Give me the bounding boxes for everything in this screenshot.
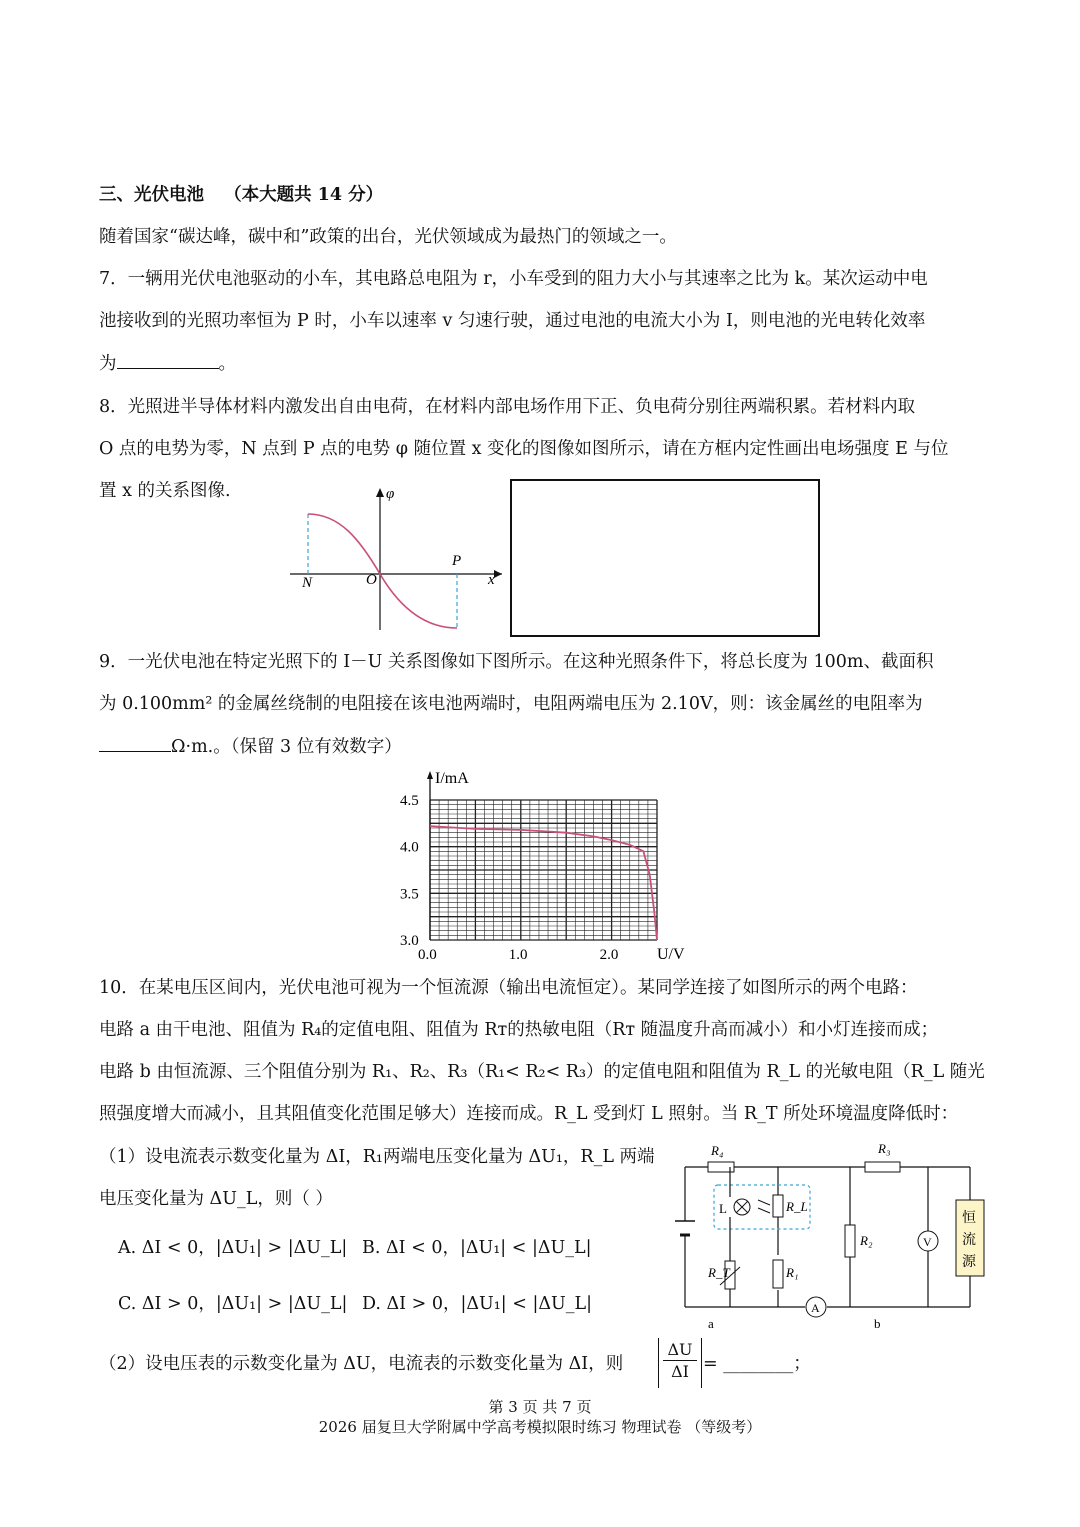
q7-line1: 7．一辆用光伏电池驱动的小车，其电路总电阻为 r，小车受到的阻力大小与其速率之比为 k。某次运动中电 bbox=[99, 269, 928, 289]
x-axis-label: x bbox=[488, 572, 495, 588]
phi-x-graph bbox=[280, 480, 510, 640]
q10-sub2-tail[interactable]: = ________； bbox=[703, 1354, 811, 1374]
fraction-denominator: ΔI bbox=[671, 1362, 689, 1381]
q10-line3: 电路 b 由恒流源、三个阻值分别为 R₁、R₂、R₃（R₁< R₂< R₃）的定值电阻和阻值为 R_L 的光敏电阻（R_L 随光 bbox=[99, 1062, 985, 1082]
option-d[interactable]: D. ΔI > 0，|ΔU₁| < |ΔU_L| bbox=[362, 1294, 593, 1314]
circuit-b-label: b bbox=[874, 1316, 881, 1331]
ammeter-label: A bbox=[811, 1301, 820, 1315]
q9-answer-blank[interactable] bbox=[99, 735, 171, 752]
rt-label: R_T bbox=[708, 1265, 730, 1280]
x-tick-label: 0.0 bbox=[418, 947, 437, 963]
q8-line3: 置 x 的关系图像. bbox=[99, 481, 231, 501]
chart-grid bbox=[427, 771, 657, 940]
abs-fraction bbox=[658, 1338, 702, 1388]
iu-curve bbox=[430, 826, 657, 940]
fraction-numerator: ΔU bbox=[663, 1340, 697, 1361]
footer-title: 2026 届复旦大学附属中学高考模拟限时练习 物理试卷 （等级考） bbox=[318, 1418, 762, 1436]
y-tick-label: 3.0 bbox=[400, 933, 419, 949]
source-char-3: 源 bbox=[962, 1255, 976, 1270]
iu-chart bbox=[395, 765, 695, 965]
circuit-diagram bbox=[670, 1135, 1000, 1335]
section-title: 三、光伏电池 bbox=[99, 185, 204, 205]
y-axis-label: I/mA bbox=[435, 770, 469, 787]
rl-resistor bbox=[773, 1195, 783, 1217]
q8-answer-box[interactable] bbox=[510, 479, 820, 637]
x-tick-label: 2.0 bbox=[599, 947, 619, 963]
q8-line2: O 点的电势为零，N 点到 P 点的电势 φ 随位置 x 变化的图像如图所示，请在方框内定性画出电场强度 E 与位 bbox=[99, 439, 949, 459]
y-axis-arrow bbox=[376, 488, 384, 497]
source-char-1: 恒 bbox=[962, 1211, 976, 1226]
rl-label: R_L bbox=[786, 1199, 808, 1214]
r4-label: R₄ bbox=[711, 1143, 724, 1158]
section-points: （本大题共 14 分） bbox=[224, 185, 384, 205]
option-a[interactable]: A. ΔI < 0，|ΔU₁| > |ΔU_L| bbox=[118, 1238, 348, 1258]
lamp-label: L bbox=[719, 1201, 727, 1216]
source-char-2: 流 bbox=[962, 1233, 976, 1248]
phi-axis-label: φ bbox=[386, 486, 395, 502]
origin-label: O bbox=[366, 572, 377, 588]
y-tick-label: 4.5 bbox=[400, 793, 419, 809]
r1-resistor bbox=[773, 1260, 783, 1288]
y-tick-label: 4.0 bbox=[400, 839, 419, 856]
voltmeter-label: V bbox=[923, 1235, 932, 1249]
circuit-a-label: a bbox=[708, 1316, 714, 1331]
r2-label: R₂ bbox=[860, 1233, 873, 1248]
n-point-label: N bbox=[302, 575, 313, 591]
q7-line2: 池接收到的光照功率恒为 P 时，小车以速率 v 匀速行驶，通过电池的电流大小为 I，则电池的光电转化效率 bbox=[99, 311, 926, 331]
x-axis-arrow bbox=[494, 570, 502, 578]
q10-line1: 10．在某电压区间内，光伏电池可视为一个恒流源（输出电流恒定）。某同学连接了如图所示的两个电路： bbox=[99, 978, 918, 998]
q10-sub2: （2）设电压表的示数变化量为 ΔU，电流表的示数变化量为 ΔI，则 bbox=[99, 1354, 624, 1374]
y-axis-arrow bbox=[427, 771, 433, 779]
option-b[interactable]: B. ΔI < 0，|ΔU₁| < |ΔU_L| bbox=[362, 1238, 592, 1258]
phi-curve bbox=[308, 514, 457, 628]
q10-line2: 电路 a 由干电池、阻值为 R₄的定值电阻、阻值为 Rᴛ的热敏电阻（Rᴛ 随温度升高而减小）和小灯连接而成； bbox=[99, 1020, 939, 1040]
q10-sub1-line2: 电压变化量为 ΔU_L，则（ ） bbox=[99, 1189, 333, 1209]
x-tick-label: 1.0 bbox=[508, 947, 528, 963]
q9-line1: 9．一光伏电池在特定光照下的 I－U 关系图像如下图所示。在这种光照条件下，将总长度为 100m、截面积 bbox=[99, 652, 934, 672]
r3-label: R₃ bbox=[878, 1141, 891, 1156]
r1-label: R₁ bbox=[786, 1265, 799, 1280]
q9-line3: Ω·m.。（保留 3 位有效数字） bbox=[171, 737, 402, 757]
y-tick-label: 3.5 bbox=[400, 886, 419, 903]
x-axis-label: U/V bbox=[657, 946, 685, 963]
q10-line4: 照强度增大而减小，且其阻值变化范围足够大）连接而成。R_L 受到灯 L 照射。当 R_T 所处环境温度降低时： bbox=[99, 1104, 959, 1124]
option-c[interactable]: C. ΔI > 0，|ΔU₁| > |ΔU_L| bbox=[118, 1294, 348, 1314]
section-intro: 随着国家“碳达峰，碳中和”政策的出台，光伏领域成为最热门的领域之一。 bbox=[99, 227, 677, 247]
q7-line3-suffix: 。 bbox=[218, 354, 236, 374]
r2-resistor bbox=[845, 1225, 855, 1257]
q7-line3-prefix: 为 bbox=[99, 354, 117, 374]
q8-line1: 8．光照进半导体材料内激发出自由电荷，在材料内部电场作用下正、负电荷分别往两端积累。若材料内取 bbox=[99, 397, 916, 417]
q10-sub1-line1: （1）设电流表示数变化量为 ΔI，R₁两端电压变化量为 ΔU₁，R_L 两端 bbox=[99, 1147, 655, 1167]
p-point-label: P bbox=[452, 553, 462, 569]
r3-resistor bbox=[865, 1162, 900, 1172]
q9-line2: 为 0.100mm² 的金属丝绕制的电阻接在该电池两端时，电阻两端电压为 2.10V，则：该金属丝的电阻率为 bbox=[99, 694, 923, 714]
q7-answer-blank[interactable] bbox=[117, 352, 219, 369]
footer-page-number: 第 3 页 共 7 页 bbox=[488, 1398, 592, 1416]
